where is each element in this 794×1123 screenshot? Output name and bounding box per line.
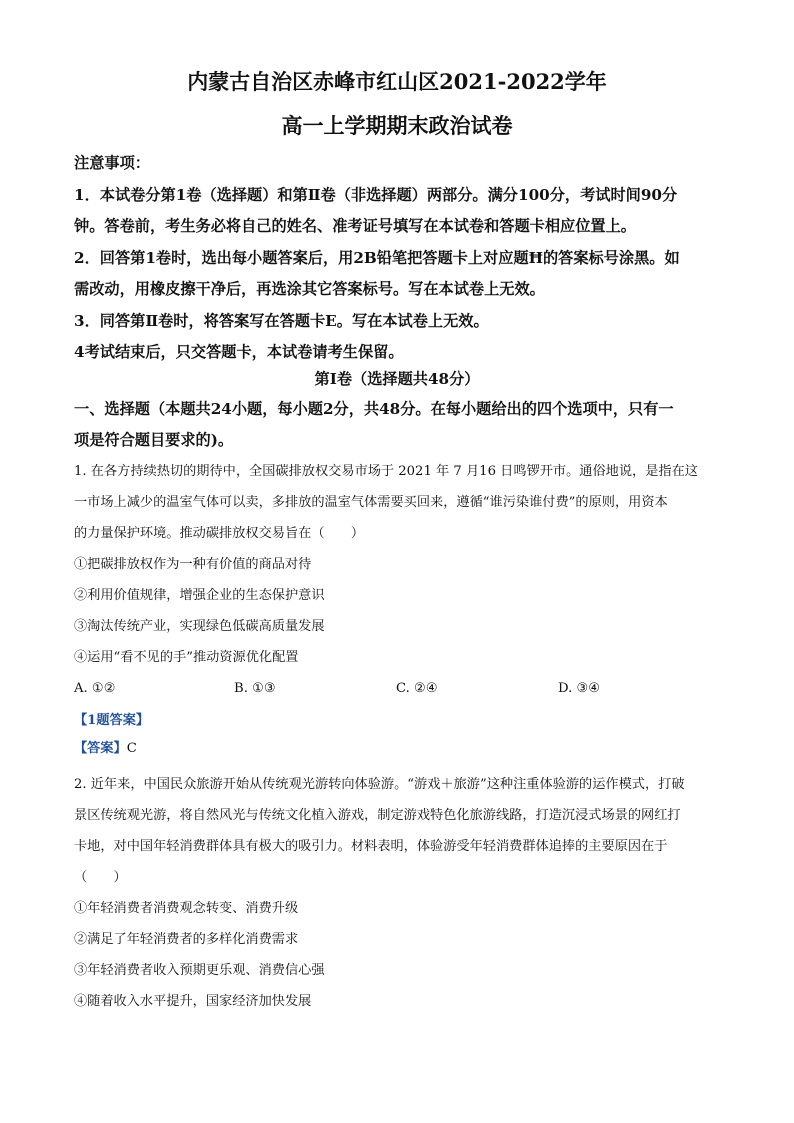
option-b: B. ①③	[234, 681, 276, 696]
notice-line: 3．同答第Ⅱ卷时，将答案写在答题卡E。写在本试卷上无效。	[74, 311, 489, 330]
part-heading-line1: 一、选择题（本题共24小题，每小题2分，共48分。在每小题给出的四个选项中，只有一	[74, 400, 674, 418]
notice-line: 4考试结束后，只交答题卡，本试卷请考生保留。	[74, 343, 404, 361]
question-stem-line: （ ）	[74, 870, 127, 885]
question-stem-line: 2. 近年来，中国民众旅游开始从传统观光游转向体验游。“游戏＋旅游”这种注重体验游的运作模式，打破	[74, 777, 685, 792]
question-stem-line: 1. 在各方持续热切的期待中，全国碳排放权交易市场于 2021 年 7 月16 日鸣锣开市。通俗地说，是指在这	[74, 464, 698, 479]
answer-options	[74, 673, 722, 704]
answer-block-1	[74, 707, 722, 763]
statement-4: ④随着收入水平提升，国家经济加快发展	[74, 994, 312, 1009]
statement-1: ①年轻消费者消费观念转变、消费升级	[74, 901, 299, 916]
statement-3: ③淘汰传统产业，实现绿色低碳高质量发展	[74, 619, 325, 634]
question-stem-line: 卡地，对中国年轻消费群体具有极大的吸引力。材料表明，体验游受年轻消费群体追捧的主要原因在于	[74, 839, 668, 854]
page-title-line2: 高一上学期期末政治试卷	[281, 113, 513, 138]
option-a: A. ①②	[74, 681, 116, 696]
answer-value: C	[126, 741, 137, 756]
statement-3: ③年轻消费者收入预期更乐观、消费信心强	[74, 963, 325, 978]
notice-line: 2．回答第1卷时，选出每小题答案后，用2B铅笔把答题卡上对应题Ħ的答案标号涂黑。如	[74, 248, 680, 267]
question-stem-line: 的力量保护环境。推动碳排放权交易旨在（ ）	[74, 526, 365, 541]
statement-1: ①把碳排放权作为一种有价值的商品对待	[74, 557, 312, 572]
page-title-line1: 内蒙古自治区赤峰市红山区2021-2022学年	[187, 69, 607, 94]
answer-label: 【答案】	[74, 741, 127, 756]
option-d: D. ③④	[558, 681, 601, 696]
notice-line: 1．本试卷分第1卷（选择题）和第Ⅱ卷（非选择题）两部分。满分100分，考试时间90分	[74, 185, 678, 204]
question-stem-line: 一市场上减少的温室气体可以卖，多排放的温室气体需要买回来，遵循“谁污染谁付费”的原则，用资本	[74, 495, 668, 510]
statement-2: ②利用价值规律，增强企业的生态保护意识	[74, 588, 325, 603]
part-heading-line2: 项是符合题目要求的)。	[74, 431, 234, 449]
option-c: C. ②④	[396, 681, 438, 696]
statement-4: ④运用“看不见的手”推动资源优化配置	[74, 650, 299, 665]
question-1	[74, 456, 722, 704]
notice-line: 钟。答卷前，考生务必将自己的姓名、准考证号填写在本试卷和答题卡相应位置上。	[74, 217, 636, 235]
answer-tag: 【1题答案】	[74, 713, 150, 728]
notice-line: 需改动，用橡皮擦干净后，再选涂其它答案标号。写在本试卷上无效。	[74, 280, 545, 298]
notice-section	[74, 148, 722, 369]
statement-2: ②满足了年轻消费者的多样化消费需求	[74, 932, 299, 947]
part-heading	[74, 394, 722, 456]
question-2	[74, 769, 722, 1017]
section-title: 第Ⅰ卷（选择题共48分）	[314, 370, 480, 388]
notice-heading: 注意事项：	[74, 154, 150, 172]
question-stem-line: 景区传统观光游，将自然风光与传统文化植入游戏，制定游戏特色化旅游线路，打造沉浸式场景的网红打	[74, 808, 681, 823]
